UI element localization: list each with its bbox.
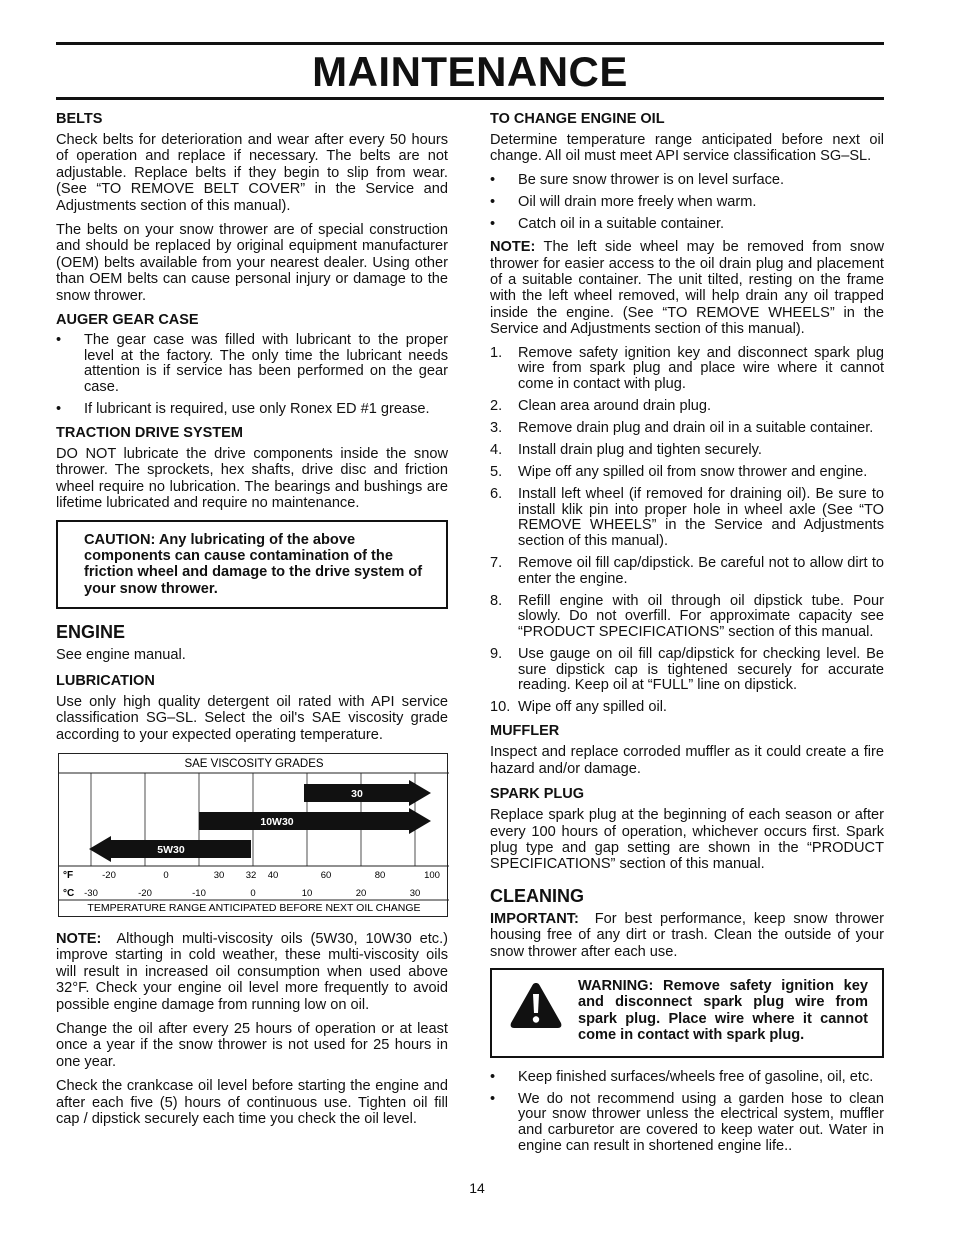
viscosity-bar-label: 10W30: [260, 815, 294, 828]
cleaning-bullet-list: [490, 1070, 884, 1154]
bullet-icon: •: [56, 400, 62, 417]
bullet-icon: •: [56, 332, 62, 349]
viscosity-chart: [58, 753, 448, 917]
note-text: The left side wheel may be removed from snow thrower for easier access to the oil drain plug and placement of a suitable container. The unit tilted, resting on the frame with the left wheel removed, will help drain any oil trapped inside the engine. (See “TO REMOVE WHEELS” in the Service and Adjustments section of this manual).: [490, 239, 884, 338]
belts-paragraph-2: The belts on your snow thrower are of special construction and should be replaced by original equipment manufacturer (OEM) belts available from your nearest dealer. Using other than OEM belts can cause personal injury or damage to the snow thrower.: [56, 222, 448, 304]
oil-note-paragraph: [56, 931, 448, 1013]
bullet-icon: •: [490, 1068, 496, 1085]
list-item: 9. Use gauge on oil fill cap/dipstick for checking level. Be sure dipstick cap is tightened securely for accurate reading. Keep oil at “FULL” line on dipstick.: [490, 646, 884, 694]
bullet-icon: •: [490, 216, 496, 232]
fahrenheit-tick-label: -20: [102, 869, 116, 881]
auger-gear-case-heading: AUGER GEAR CASE: [56, 312, 199, 329]
oil-bullet-list: [490, 173, 884, 233]
fahrenheit-tick-label: 100: [424, 869, 440, 881]
engine-heading: ENGINE: [56, 622, 126, 643]
important-paragraph: [490, 911, 884, 960]
bullet-icon: •: [490, 193, 496, 210]
celsius-tick-label: 20: [355, 887, 367, 899]
celsius-tick-label: -10: [192, 887, 206, 899]
right-column: [490, 110, 884, 1161]
celsius-label: °C: [63, 887, 75, 899]
note-label: NOTE:: [490, 239, 536, 256]
list-item: 2. Clean area around drain plug.: [490, 397, 712, 414]
list-item: • Keep finished surfaces/wheels free of gasoline, oil, etc.: [490, 1068, 874, 1085]
list-item: 5. Wipe off any spilled oil from snow thrower and engine.: [490, 464, 868, 481]
celsius-tick-label: 0: [250, 887, 256, 899]
cleaning-heading: CLEANING: [490, 885, 584, 906]
belts-heading: BELTS: [56, 111, 103, 127]
engine-paragraph: See engine manual.: [56, 647, 186, 664]
celsius-tick-label: -30: [84, 887, 98, 899]
left-column: [56, 110, 448, 1135]
list-item: • Oil will drain more freely when warm.: [490, 193, 757, 210]
muffler-paragraph: Inspect and replace corroded muffler as it could create a fire hazard and/or damage.: [490, 744, 884, 777]
list-item: • The gear case was filled with lubricant to the proper level at the factory. The only time the lubricant needs attention is if service has been performed on the gear case.: [56, 332, 448, 395]
spark-plug-paragraph: Replace spark plug at the beginning of each season or after every 100 hours of operation, whichever occurs first. Spark plug type and gap setting are shown in the “PRODUCT SPECIFICATIONS” section of this manual.: [490, 807, 884, 873]
oil-check-paragraph: Check the crankcase oil level before starting the engine and after each five (5) hours of continuous use. Tighten oil fill cap / dipstick securely each time you check the oil level.: [56, 1078, 448, 1127]
bullet-icon: •: [490, 171, 496, 188]
warning-text: WARNING: Remove safety ignition key and disconnect spark plug wire from spark plug. Place wire where it cannot come in contact with spark plug.: [578, 978, 868, 1044]
note-label: NOTE:: [56, 930, 102, 947]
list-item: 4. Install drain plug and tighten securely.: [490, 442, 762, 458]
celsius-tick-label: 10: [301, 887, 313, 899]
list-item: 3. Remove drain plug and drain oil in a suitable container.: [490, 419, 874, 436]
list-item: 8. Refill engine with oil through oil dipstick tube. Pour slowly. Do not overfill. For approximate capacity see “PRODUCT SPECIFICATIONS” section of this manual.: [490, 592, 884, 640]
change-oil-heading: TO CHANGE ENGINE OIL: [490, 111, 665, 127]
important-label: IMPORTANT:: [490, 910, 579, 927]
viscosity-chart-svg: [59, 754, 449, 918]
oil-note-paragraph: [490, 239, 884, 337]
list-item: 10. Wipe off any spilled oil.: [490, 699, 667, 716]
caution-box: [56, 520, 448, 610]
oil-change-paragraph: Change the oil after every 25 hours of operation or at least once a year if the snow thrower is not used for 25 hours in one year.: [56, 1020, 448, 1070]
list-item: • Catch oil in a suitable container.: [490, 216, 725, 232]
list-item: 7. Remove oil fill cap/dipstick. Be careful not to allow dirt to enter the engine.: [490, 555, 884, 587]
fahrenheit-tick-label: 30: [213, 869, 225, 881]
fahrenheit-tick-label: 32: [245, 869, 257, 881]
traction-paragraph: DO NOT lubricate the drive components inside the snow thrower. The sprockets, hex shafts, drive disc and friction wheel require no lubrication. The bearings and bushings are lifetime lubricated and require no maintenance.: [56, 446, 448, 512]
viscosity-bar-label: 5W30: [157, 843, 185, 856]
title-underline: [56, 97, 884, 100]
fahrenheit-tick-label: 60: [320, 869, 332, 881]
page-number: 14: [469, 1180, 485, 1196]
auger-list: [56, 333, 448, 417]
caution-text: CAUTION: Any lubricating of the above components can cause contamination of the friction wheel and damage to the drive system of your snow thrower.: [84, 531, 423, 597]
page-title: MAINTENANCE: [312, 48, 628, 95]
top-rule: [56, 42, 884, 45]
lubrication-heading: LUBRICATION: [56, 672, 155, 689]
fahrenheit-tick-label: 0: [163, 869, 169, 881]
oil-steps-list: [490, 346, 884, 716]
change-oil-paragraph: Determine temperature range anticipated before next oil change. All oil must meet API service classification SG–SL.: [490, 132, 884, 165]
celsius-tick-label: -20: [138, 887, 152, 899]
chart-title: SAE VISCOSITY GRADES: [184, 757, 324, 770]
important-text: For best performance, keep snow thrower housing free of any dirt or trash. Clean the outside of your snow thrower after each use.: [490, 910, 885, 960]
list-item: • If lubricant is required, use only Ronex ED #1 grease.: [56, 400, 430, 417]
list-item: 6. Install left wheel (if removed for draining oil). Be sure to install klik pin into proper hole in wheel axle (See “TO REMOVE WHEELS” in the Service and Adjustments section of this manual).: [490, 486, 884, 549]
fahrenheit-tick-label: 80: [374, 869, 386, 881]
celsius-tick-label: 30: [409, 887, 421, 899]
fahrenheit-label: °F: [63, 869, 74, 881]
traction-drive-heading: TRACTION DRIVE SYSTEM: [56, 425, 243, 442]
viscosity-bar-label: 30: [351, 787, 363, 800]
viscosity-bar: [199, 808, 431, 834]
warning-triangle-icon: [508, 980, 564, 1030]
lubrication-paragraph: Use only high quality detergent oil rated with API service classification SG–SL. Select the oil's SAE viscosity grade according to your expected operating temperature.: [56, 693, 448, 743]
belts-paragraph-1: Check belts for deterioration and wear after every 50 hours of operation and replace if necessary. The belts are not adjustable. Replace belts if they begin to slip from wear. (See “TO REMOVE BELT COVER” in the Service and Adjustments section of this manual).: [56, 132, 448, 214]
muffler-heading: MUFFLER: [490, 723, 560, 740]
fahrenheit-tick-label: 40: [267, 869, 279, 881]
bullet-icon: •: [490, 1090, 496, 1107]
list-item: • We do not recommend using a garden hose to clean your snow thrower unless the electrical system, muffler and carburetor are covered to keep water out. Water in engine can result in shortened engine life..: [490, 1090, 884, 1154]
warning-box: [490, 968, 884, 1058]
chart-xlabel: TEMPERATURE RANGE ANTICIPATED BEFORE NEXT OIL CHANGE: [87, 901, 421, 914]
list-item: 1. Remove safety ignition key and disconnect spark plug wire from spark plug and place wire where it cannot come in contact with plug.: [490, 344, 884, 392]
note-text: Although multi-viscosity oils (5W30, 10W30 etc.) improve starting in cold weather, these multi-viscosity oils will result in increased oil consumption when used above 32°F. Check your engine oil level more frequently to avoid possible engine damage from running low on oil.: [56, 930, 448, 1013]
spark-plug-heading: SPARK PLUG: [490, 786, 584, 803]
viscosity-bar: [304, 780, 431, 806]
list-item: • Be sure snow thrower is on level surface.: [490, 171, 785, 188]
